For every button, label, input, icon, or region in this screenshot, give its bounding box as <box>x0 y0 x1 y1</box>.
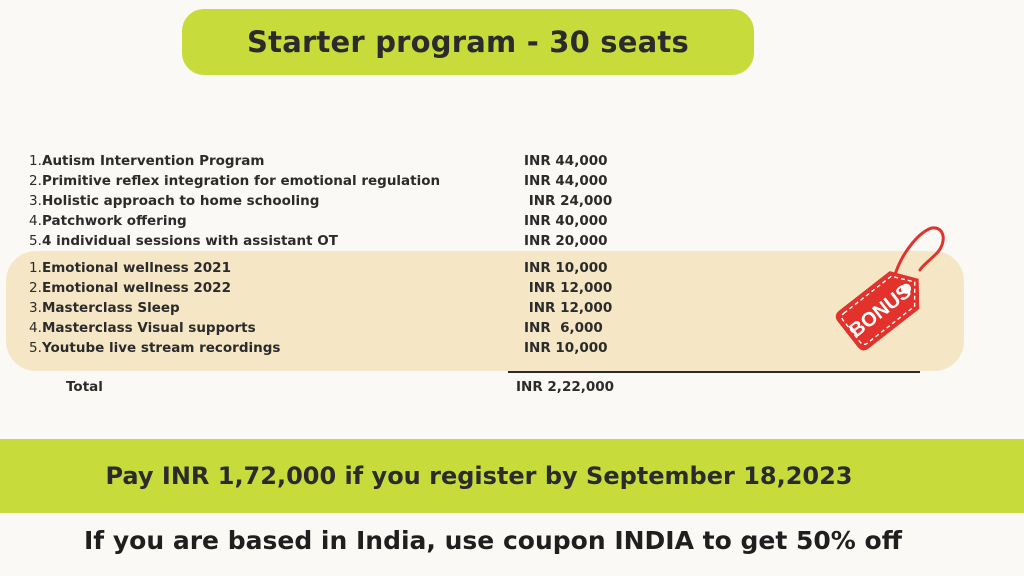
bonus-items-list <box>29 258 629 358</box>
item-number: 2. <box>29 173 42 189</box>
item-number: 1. <box>29 153 42 169</box>
total-value: INR 2,22,000 <box>516 379 615 395</box>
item-number: 5. <box>29 340 42 356</box>
item-number: 3. <box>29 300 42 316</box>
list-item <box>29 211 629 231</box>
bonus-badge-text: BONUS <box>845 280 916 343</box>
list-item <box>29 318 629 338</box>
list-item <box>29 258 629 278</box>
list-item <box>29 191 629 211</box>
bonus-tag-icon <box>824 220 954 360</box>
item-price: INR 10,000 <box>524 340 608 356</box>
item-label: 4 individual sessions with assistant OT <box>42 233 338 249</box>
item-price: INR 40,000 <box>524 213 608 229</box>
list-item <box>29 171 629 191</box>
item-number: 4. <box>29 213 42 229</box>
item-number: 4. <box>29 320 42 336</box>
coupon-note: If you are based in India, use coupon INDIA to get 50% off <box>84 526 902 555</box>
item-price: INR 10,000 <box>524 260 608 276</box>
item-price: INR 6,000 <box>524 320 603 336</box>
item-label: Primitive reflex integration for emotional regulation <box>42 173 441 189</box>
list-item <box>29 231 629 251</box>
item-label: Autism Intervention Program <box>42 153 265 169</box>
item-number: 3. <box>29 193 42 209</box>
program-items-list <box>29 151 629 251</box>
item-number: 1. <box>29 260 42 276</box>
item-price: INR 20,000 <box>524 233 608 249</box>
item-price: INR 44,000 <box>524 173 608 189</box>
item-label: Emotional wellness 2022 <box>42 280 231 296</box>
list-item <box>29 338 629 358</box>
item-number: 2. <box>29 280 42 296</box>
item-price: INR 12,000 <box>524 300 613 316</box>
item-price: INR 12,000 <box>524 280 613 296</box>
item-label: Patchwork offering <box>42 213 187 229</box>
pay-offer-text: Pay INR 1,72,000 if you register by September 18,2023 <box>105 462 853 490</box>
page-title: Starter program - 30 seats <box>247 25 689 59</box>
item-label: Holistic approach to home schooling <box>42 193 320 209</box>
item-label: Emotional wellness 2021 <box>42 260 231 276</box>
pay-offer-banner <box>0 439 1024 513</box>
list-item <box>29 278 629 298</box>
item-price: INR 44,000 <box>524 153 608 169</box>
total-label: Total <box>66 379 103 395</box>
list-item <box>29 298 629 318</box>
title-banner <box>182 9 754 75</box>
total-divider <box>508 371 920 373</box>
item-label: Masterclass Sleep <box>42 300 180 316</box>
item-label: Masterclass Visual supports <box>42 320 256 336</box>
item-price: INR 24,000 <box>524 193 613 209</box>
item-label: Youtube live stream recordings <box>42 340 281 356</box>
list-item <box>29 151 629 171</box>
item-number: 5. <box>29 233 42 249</box>
